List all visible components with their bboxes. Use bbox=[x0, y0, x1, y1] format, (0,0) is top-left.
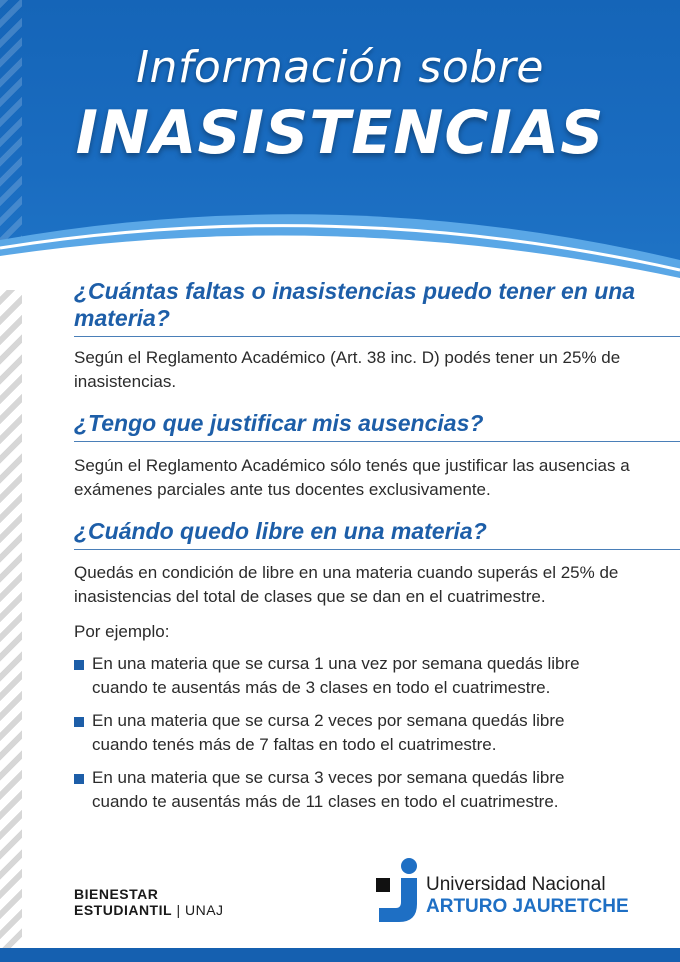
example-intro: Por ejemplo: bbox=[74, 622, 170, 641]
example-list bbox=[74, 652, 594, 823]
square-bullet-icon bbox=[74, 717, 84, 727]
list-item bbox=[74, 709, 594, 757]
logo-text bbox=[426, 874, 629, 918]
question-heading: ¿Cuándo quedo libre en una materia? bbox=[74, 518, 680, 550]
title-line-2: INASISTENCIAS bbox=[75, 98, 605, 168]
answer-text: Según el Reglamento Académico sólo tenés que justificar las ausencias a exámenes parciales ante tus docentes exclusivamente. bbox=[74, 456, 630, 499]
footer-line-1: BIENESTAR bbox=[74, 886, 159, 902]
logo-line-1: Universidad Nacional bbox=[426, 874, 606, 895]
bienestar-estudiantil-label bbox=[74, 886, 224, 918]
question-heading: ¿Tengo que justificar mis ausencias? bbox=[74, 410, 680, 442]
footer-line-2 bbox=[74, 902, 224, 918]
answer-text: Según el Reglamento Académico (Art. 38 inc. D) podés tener un 25% de inasistencias. bbox=[74, 348, 621, 391]
list-item bbox=[74, 652, 594, 700]
footer-line-2-bold: ESTUDIANTIL bbox=[74, 902, 173, 918]
square-bullet-icon bbox=[74, 660, 84, 670]
bottom-bar bbox=[0, 948, 680, 962]
list-item-text: En una materia que se cursa 2 veces por semana quedás libre cuando tenés más de 7 faltas en todo el cuatrimestre. bbox=[92, 711, 565, 754]
logo-line-2: ARTURO JAURETCHE bbox=[426, 896, 629, 917]
list-item-text: En una materia que se cursa 1 una vez por semana quedás libre cuando te ausentás más de 3 clases en todo el cuatrimestre. bbox=[92, 654, 580, 697]
square-bullet-icon bbox=[74, 774, 84, 784]
unaj-logo bbox=[374, 856, 674, 926]
footer-line-2-rest: UNAJ bbox=[184, 902, 224, 918]
question-heading: ¿Cuántas faltas o inasistencias puedo tener en una materia? bbox=[74, 278, 680, 337]
list-item-text: En una materia que se cursa 3 veces por semana quedás libre cuando te ausentás más de 11 clases en todo el cuatrimestre. bbox=[92, 768, 565, 811]
title-line-1: Información sobre bbox=[136, 42, 544, 93]
answer-text: Quedás en condición de libre en una materia cuando superás el 25% de inasistencias del total de clases que se dan en el cuatrimestre. bbox=[74, 563, 619, 606]
header-wave bbox=[0, 200, 680, 290]
footer-separator: | bbox=[172, 902, 185, 918]
unaj-logo-icon bbox=[374, 856, 424, 926]
list-item bbox=[74, 766, 594, 814]
